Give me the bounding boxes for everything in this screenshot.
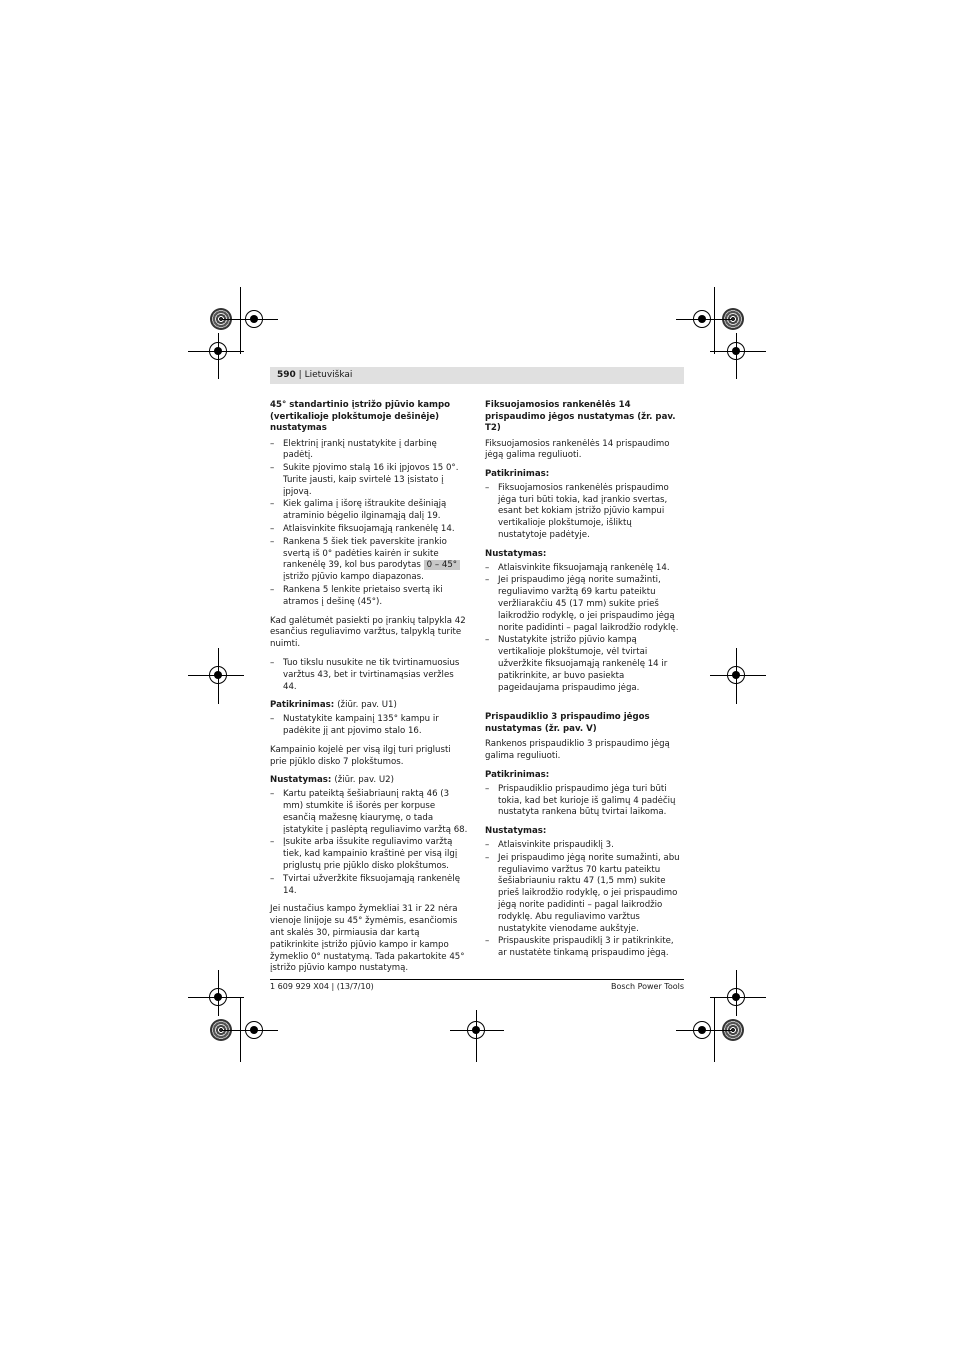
list-item: – Prispauskite prispaudiklį 3 ir patikrinkite, ar nustatėte tinkamą prispaudimo jėgą. (485, 936, 683, 960)
list-item: – Kiek galima į išorę ištraukite dešiniąją atraminio bėgelio ilginamąją dalį 19. (270, 499, 468, 523)
check-heading: Patikrinimas: (485, 469, 550, 480)
footer-brand: Bosch Power Tools (611, 982, 684, 991)
registration-mark-icon (727, 988, 745, 1006)
registration-mark-icon (727, 342, 745, 360)
range-badge: 0 – 45° (424, 560, 460, 570)
list-item: – Atlaisvinkite prispaudiklį 3. (485, 840, 683, 852)
list-item: – Tvirtai užveržkite fiksuojamąją rankenėlę 14. (270, 874, 468, 898)
instruction-list (485, 840, 683, 960)
list-item: – Jei prispaudimo jėgą norite sumažinti, abu reguliavimo varžtus 70 kartu pateiktu šešiabriauniu raktu 47 (1,5 mm) sukite prieš laikrodžio rodyklę, o jei prispaudimo jėgą norite padidinti – pagal laikrodžio rodyklę. Abu reguliavimo varžtus nustatykite vienodame aukštyje. (485, 853, 683, 936)
registration-target-icon (722, 1019, 744, 1041)
registration-target-icon (210, 1019, 232, 1041)
list-item: – Nustatykite kampainį 135° kampu ir padėkite jį ant pjovimo stalo 16. (270, 714, 468, 738)
registration-mark-icon (727, 666, 745, 684)
adjust-heading: Nustatymas: (žiūr. pav. U2) (270, 775, 394, 786)
paragraph: Kad galėtumėt pasiekti po įrankių talpykla 42 esančius reguliavimo varžtus, talpyklą turite nuimti. (270, 615, 466, 650)
paragraph: Fiksuojamosios rankenėlės 14 prispaudimo jėgą galima reguliuoti. (485, 438, 670, 461)
footer-doc-code: 1 609 929 X04 | (13/7/10) (270, 982, 374, 991)
registration-target-icon (722, 308, 744, 330)
check-heading: Patikrinimas: (485, 770, 550, 781)
registration-target-icon (210, 308, 232, 330)
registration-mark-icon (209, 342, 227, 360)
registration-mark-icon (467, 1021, 485, 1039)
check-heading: Patikrinimas: (žiūr. pav. U1) (270, 700, 397, 711)
registration-mark-icon (209, 988, 227, 1006)
registration-mark-icon (209, 666, 227, 684)
section-title: 45° standartinio įstrižo pjūvio kampo (vertikalioje plokštumoje dešinėje) nustatymas (270, 400, 451, 433)
registration-mark-icon (693, 1021, 711, 1039)
right-column (485, 400, 683, 967)
list-item: – Rankena 5 šiek tiek paverskite įrankio svertą iš 0° padėties kairėn ir sukite rankenėlę 39, kol bus parodytas 0 – 45° įstrižo pjūvio kampo diapazonas. (270, 537, 468, 584)
instruction-list (270, 714, 468, 738)
list-item: – Atlaisvinkite fiksuojamąją rankenėlę 14. (485, 563, 683, 575)
instruction-list (270, 658, 468, 693)
list-item: – Įsukite arba išsukite reguliavimo varžtą tiek, kad kampainio kraštinė per visą ilgį priglustų prie pjūklo disko plokštumos. (270, 837, 468, 872)
page-language: Lietuviškai (304, 370, 353, 380)
instruction-list (270, 439, 468, 609)
registration-mark-icon (693, 310, 711, 328)
instruction-list (485, 563, 683, 695)
list-item: – Sukite pjovimo stalą 16 iki įpjovos 15 0°. Turite jausti, kaip svirtelė 13 įsistato į įpjovą. (270, 463, 468, 498)
registration-mark-icon (245, 310, 263, 328)
paragraph: Kampainio kojelė per visą ilgį turi priglusti prie pjūklo disko 7 plokštumos. (270, 744, 451, 767)
paragraph: Rankenos prispaudiklio 3 prispaudimo jėgą galima reguliuoti. (485, 739, 670, 762)
paragraph: Jei nustačius kampo žymekliai 31 ir 22 nėra vienoje linijoje su 45° žymėmis, esančiomis ant skalės 30, pirmiausia dar kartą patikrinkite įstrižo pjūvio kampo ir kampo žymeklio 0° nustatymą. Tada pakartokite 45° įstrižo pjūvio kampo nustatymą. (270, 904, 465, 974)
instruction-list (270, 789, 468, 897)
instruction-list (485, 483, 683, 542)
list-item: – Tuo tikslu nusukite ne tik tvirtinamuosius varžtus 43, bet ir tvirtinamąsias veržles 44. (270, 658, 468, 693)
list-item: – Atlaisvinkite fiksuojamąją rankenėlę 14. (270, 524, 468, 536)
list-item: – Kartu pateiktą šešiabriaunį raktą 46 (3 mm) stumkite iš išorės per korpuse esančią mažesnę kiaurymę, o tada įstatykite į paslėptą reguliavimo varžtą 68. (270, 789, 468, 836)
list-item: – Prispaudiklio prispaudimo jėga turi būti tokia, kad bet kurioje iš galimų 4 padėčių nustatyta rankena būtų tvirtai laikoma. (485, 784, 683, 819)
left-column (270, 400, 468, 982)
section-title: Prispaudiklio 3 prispaudimo jėgos nustatymas (žr. pav. V) (485, 712, 650, 734)
registration-mark-icon (245, 1021, 263, 1039)
list-item: – Nustatykite įstrižo pjūvio kampą vertikalioje plokštumoje, vėl tvirtai užveržkite fiksuojamąją rankenėlę 14 ir patikrinkite, ar buvo pasiekta pageidaujama prispaudimo jėga. (485, 635, 683, 694)
footer-divider (270, 979, 684, 980)
list-item: – Rankena 5 lenkite prietaiso svertą iki atramos į dešinę (45°). (270, 585, 468, 609)
page-header: 590 | Lietuviškai (277, 370, 353, 380)
list-item: – Jei prispaudimo jėgą norite sumažinti, reguliavimo varžtą 69 kartu pateiktu veržliarakčiu 45 (17 mm) sukite prieš laikrodžio rodyklę, o jei prispaudimo jėgą norite padidinti – pagal laikrodžio rodyklę. (485, 575, 683, 634)
page-number: 590 (277, 370, 296, 380)
adjust-heading: Nustatymas: (485, 826, 547, 837)
list-item: – Elektrinį įrankį nustatykite į darbinę padėtį. (270, 439, 468, 463)
section-title: Fiksuojamosios rankenėlės 14 prispaudimo jėgos nustatymas (žr. pav. T2) (485, 400, 676, 433)
instruction-list (485, 784, 683, 819)
adjust-heading: Nustatymas: (485, 548, 547, 559)
list-item: – Fiksuojamosios rankenėlės prispaudimo jėga turi būti tokia, kad įrankio svertas, esant bet kokiam įstrižo pjūvio kampui vertikalioje plokštumoje, išliktų nustatytoje padėtyje. (485, 483, 683, 542)
